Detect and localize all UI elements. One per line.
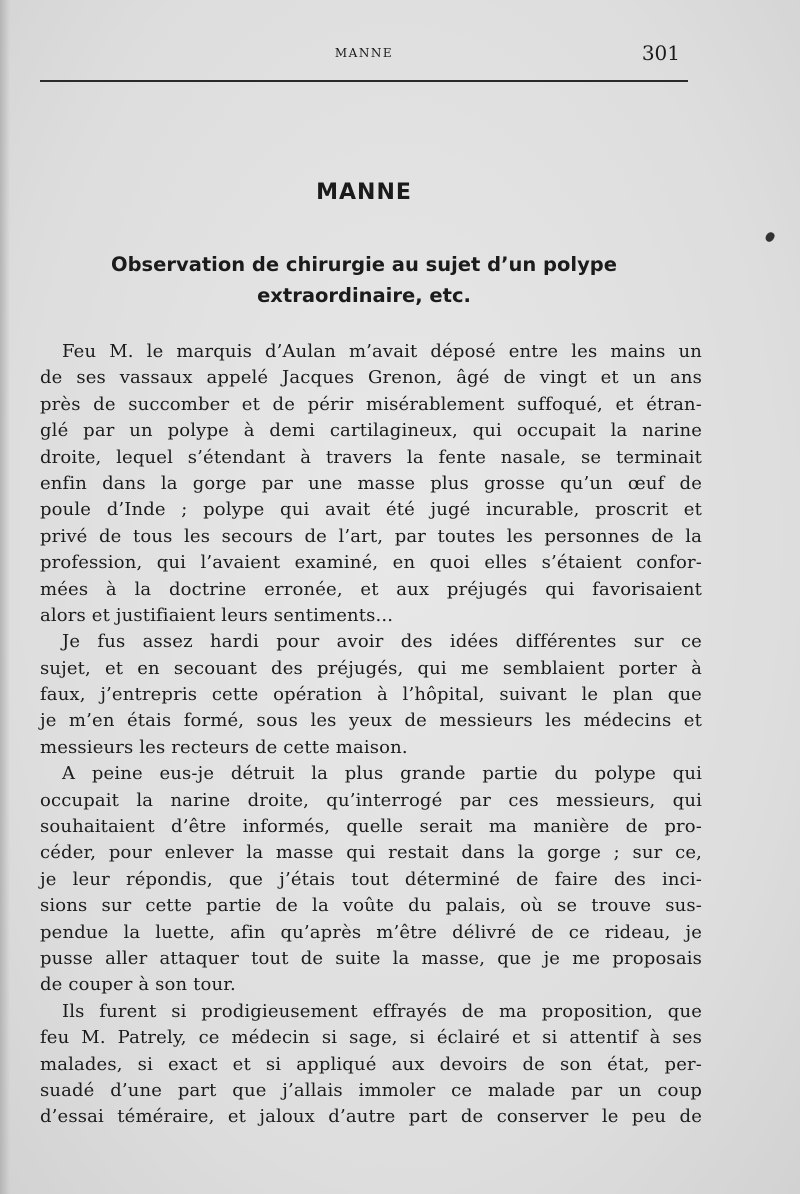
running-title: MANNE bbox=[334, 46, 394, 60]
text-line: sujet, et en secouant des préjugés, qui me semblaient porter à bbox=[40, 657, 702, 679]
text-line: Feu M. le marquis d’Aulan m’avait déposé entre les mains un bbox=[62, 341, 702, 362]
subtitle-line: extraordinaire, etc. bbox=[257, 284, 471, 307]
text-line: occupait la narine droite, qu’interrogé par ces messieurs, qui bbox=[40, 789, 702, 811]
text-line: mées à la doctrine erronée, et aux préjugés qui favorisaient bbox=[40, 578, 702, 600]
text-line: faux, j’entrepris cette opération à l’hôpital, suivant le plan que bbox=[40, 684, 702, 706]
text-line: je leur répondis, que j’étais tout déterminé de faire des inci- bbox=[40, 868, 702, 890]
article-title: MANNE bbox=[316, 180, 412, 205]
text-line: feu M. Patrely, ce médecin si sage, si éclairé et si attentif à ses bbox=[40, 1027, 702, 1049]
text-line: malades, si exact et si appliqué aux devoirs de son état, per- bbox=[40, 1053, 702, 1075]
text-line: de ses vassaux appelé Jacques Grenon, âgé de vingt et un ans bbox=[40, 367, 702, 389]
text-line: je m’en étais formé, sous les yeux de messieurs les médecins et bbox=[40, 710, 702, 732]
text-line: pendue la luette, afin qu’après m’être délivré de ce rideau, je bbox=[40, 921, 702, 943]
ink-speck bbox=[764, 231, 776, 244]
text-line: souhaitaient d’être informés, quelle serait ma manière de pro- bbox=[40, 816, 702, 838]
text-line: Je fus assez hardi pour avoir des idées différentes sur ce bbox=[62, 631, 702, 653]
text-line: enfin dans la gorge par une masse plus grosse qu’un œuf de bbox=[40, 472, 702, 494]
text-line: droite, lequel s’étendant à travers la fente nasale, se terminait bbox=[40, 446, 702, 468]
text-line: d’essai téméraire, et jaloux d’autre part de conserver le peu de bbox=[40, 1106, 702, 1128]
text-line: alors et justifiaient leurs sentiments... bbox=[40, 604, 394, 626]
text-line: profession, qui l’avaient examiné, en quoi elles s’étaient confor- bbox=[40, 552, 702, 574]
article-body bbox=[40, 339, 702, 1131]
text-line: suadé d’une part que j’allais immoler ce malade par un coup bbox=[40, 1079, 702, 1101]
text-line: poule d’Inde ; polype qui avait été jugé incurable, proscrit et bbox=[40, 499, 702, 521]
text-line: A peine eus-je détruit la plus grande partie du polype qui bbox=[62, 763, 702, 785]
subtitle-line: Observation de chirurgie au sujet d’un polype bbox=[111, 253, 617, 276]
article-subtitle bbox=[40, 249, 688, 311]
text-line: de couper à son tour. bbox=[40, 974, 236, 996]
page-gutter-shadow bbox=[0, 0, 10, 1194]
text-line: glé par un polype à demi cartilagineux, qui occupait la narine bbox=[40, 420, 702, 442]
running-header bbox=[40, 30, 688, 78]
header-rule bbox=[40, 80, 688, 82]
text-line: Ils furent si prodigieusement effrayés de ma proposition, que bbox=[62, 1000, 702, 1022]
text-line: céder, pour enlever la masse qui restait dans la gorge ; sur ce, bbox=[40, 842, 702, 864]
text-line: sions sur cette partie de la voûte du palais, où se trouve sus- bbox=[40, 895, 702, 917]
text-line: messieurs les recteurs de cette maison. bbox=[40, 736, 408, 758]
text-line: privé de tous les secours de l’art, par toutes les personnes de la bbox=[40, 525, 702, 547]
text-line: pusse aller attaquer tout de suite la masse, que je me proposais bbox=[40, 947, 702, 969]
page-number: 301 bbox=[641, 41, 680, 65]
text-line: près de succomber et de périr misérablement suffoqué, et étran- bbox=[40, 393, 702, 415]
